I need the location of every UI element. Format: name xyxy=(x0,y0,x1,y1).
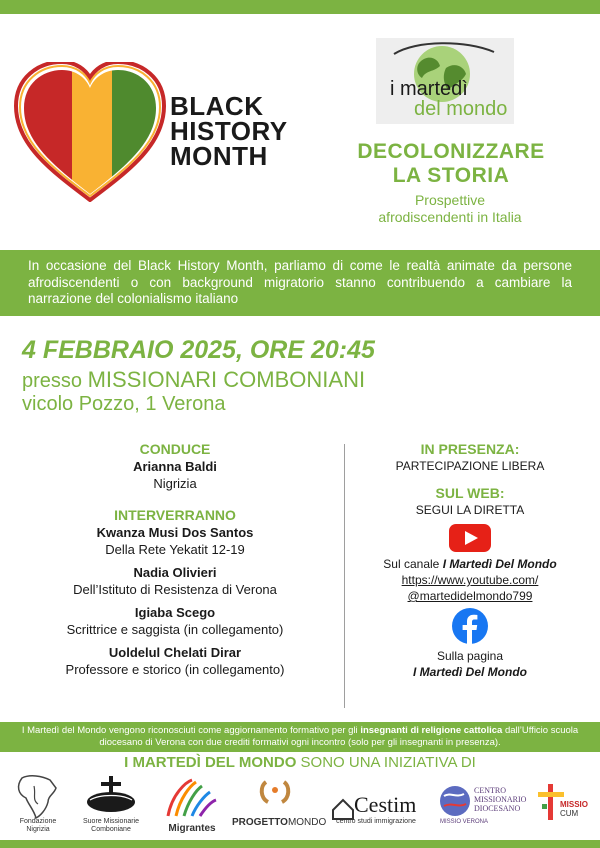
centro-missionario-logo xyxy=(436,772,528,838)
speaker-role: Professore e storico (in collegamento) xyxy=(65,662,285,677)
footer-note-bold: insegnanti di religione cattolica xyxy=(360,725,503,736)
facebook-page-name[interactable]: I Martedì Del Mondo xyxy=(413,665,527,679)
nigrizia-logo xyxy=(8,772,68,838)
cmd-globe-icon xyxy=(438,784,472,818)
speakers-heading: INTERVERRANNO xyxy=(114,507,236,523)
footer-note-part1: I Martedì del Mondo vengono riconosciuti come aggiornamento formativo per gli xyxy=(21,725,358,736)
youtube-link[interactable]: https://www.youtube.com/ xyxy=(401,573,539,587)
speaker-name: Igiaba Scego xyxy=(134,605,216,620)
presenza-text: PARTECIPAZIONE LIBERA xyxy=(395,459,545,473)
event-date: 4 FEBBRAIO 2025, ORE 20:45 xyxy=(22,336,375,364)
cestim-caption: centro studi immigrazione xyxy=(336,818,416,825)
progetto-caption-a: PROGETTO xyxy=(232,817,288,828)
initiative-bold: I MARTEDÌ DEL MONDO xyxy=(124,754,297,771)
progetto-mondo-logo xyxy=(232,772,327,838)
host-role: Nigrizia xyxy=(153,476,197,491)
footer-note xyxy=(0,722,600,749)
attendance-column xyxy=(355,440,585,680)
cmd-line2: MISSIONARIO xyxy=(474,795,527,804)
page-title xyxy=(340,140,562,188)
title-line1: DECOLONIZZARE xyxy=(357,140,545,163)
footer-note-band xyxy=(0,722,600,752)
subtitle-line1: Prospettive xyxy=(414,192,486,208)
cross-globe-icon xyxy=(74,772,148,822)
youtube-handle-link[interactable]: @martedidelmondo799 xyxy=(407,589,533,603)
cestim-name: Cestim xyxy=(354,792,417,817)
missio-caption-b: CUM xyxy=(560,809,579,818)
martedi-logo-line2: del mondo xyxy=(414,98,508,120)
bottom-accent-bar xyxy=(0,840,600,848)
speaker-name: Kwanza Musi Dos Santos xyxy=(96,525,254,540)
web-heading: SUL WEB: xyxy=(435,485,505,501)
top-accent-bar xyxy=(0,0,600,14)
migrantes-caption: Migrantes xyxy=(168,823,216,834)
people-arc-icon xyxy=(158,772,226,822)
conduce-heading: CONDUCE xyxy=(139,441,211,457)
host-name: Arianna Baldi xyxy=(133,459,217,474)
bhm-line3: MONTH xyxy=(170,141,268,171)
venue-name: MISSIONARI COMBONIANI xyxy=(87,367,366,392)
africa-outline-icon xyxy=(8,772,68,820)
heart-logo-icon xyxy=(14,62,166,202)
youtube-prefix: Sul canale xyxy=(383,557,440,571)
speaker-role: Scrittrice e saggista (in collegamento) xyxy=(66,622,284,637)
martedi-del-mondo-logo xyxy=(376,38,514,124)
cmd-line3: DIOCESANO xyxy=(474,804,521,813)
cestim-logo xyxy=(326,772,426,838)
speaker-role: Della Rete Yekatit 12-19 xyxy=(105,542,245,557)
initiative-heading xyxy=(0,754,600,771)
venue-prefix: presso xyxy=(22,370,83,392)
martedi-logo-line1: i martedì xyxy=(390,78,468,100)
bhm-line2: HISTORY xyxy=(170,116,288,146)
speakers-column xyxy=(20,440,330,678)
venue-address: vicolo Pozzo, 1 Verona xyxy=(22,393,226,415)
suore-caption: Suore Missionarie Comboniane xyxy=(82,818,140,833)
nigrizia-caption: Fondazione Nigrizia xyxy=(19,818,57,833)
speaker-name: Nadia Olivieri xyxy=(133,565,217,580)
partner-logos xyxy=(0,772,600,838)
missio-cum-logo xyxy=(534,772,592,838)
page-subtitle xyxy=(330,192,570,226)
column-divider xyxy=(344,444,345,708)
youtube-icon[interactable] xyxy=(449,524,491,552)
black-history-month-wordmark xyxy=(170,91,288,171)
progetto-mondo-symbol-icon xyxy=(232,772,318,816)
youtube-channel-name: I Martedì Del Mondo xyxy=(442,557,557,571)
initiative-rest: SONO UNA INIZIATIVA DI xyxy=(300,754,476,771)
footer-note-part2: dall’Ufficio scuola diocesano di Verona con due crediti formativi ogni incontro (solo per gli insegnanti in presenza). xyxy=(99,725,579,748)
cmd-line1: CENTRO xyxy=(474,786,506,795)
migrantes-logo xyxy=(158,772,226,838)
bhm-line1: BLACK xyxy=(170,91,264,121)
suore-comboniane-logo xyxy=(74,772,148,838)
event-venue xyxy=(22,368,365,416)
speaker-role: Dell’Istituto di Resistenza di Verona xyxy=(73,582,277,597)
progetto-caption-b: MONDO xyxy=(287,817,327,828)
subtitle-line2: afrodiscendenti in Italia xyxy=(378,209,522,225)
intro-band xyxy=(0,250,600,316)
facebook-icon[interactable] xyxy=(452,608,488,644)
presenza-heading: IN PRESENZA: xyxy=(420,441,520,457)
facebook-prefix: Sulla pagina xyxy=(436,649,504,663)
cmd-caption: MISSIO VERONA xyxy=(440,819,489,825)
intro-text: In occasione del Black History Month, parliamo di come le realtà animate da persone afrodiscendenti o con background migratorio stanno contribuendo a cambiare la narrazione del colonialismo italiano xyxy=(28,258,572,306)
missio-caption-a: MISSIO xyxy=(560,800,589,809)
web-text: SEGUI LA DIRETTA xyxy=(415,503,525,517)
title-line2: LA STORIA xyxy=(392,164,510,187)
speaker-name: Uoldelul Chelati Dirar xyxy=(108,645,242,660)
